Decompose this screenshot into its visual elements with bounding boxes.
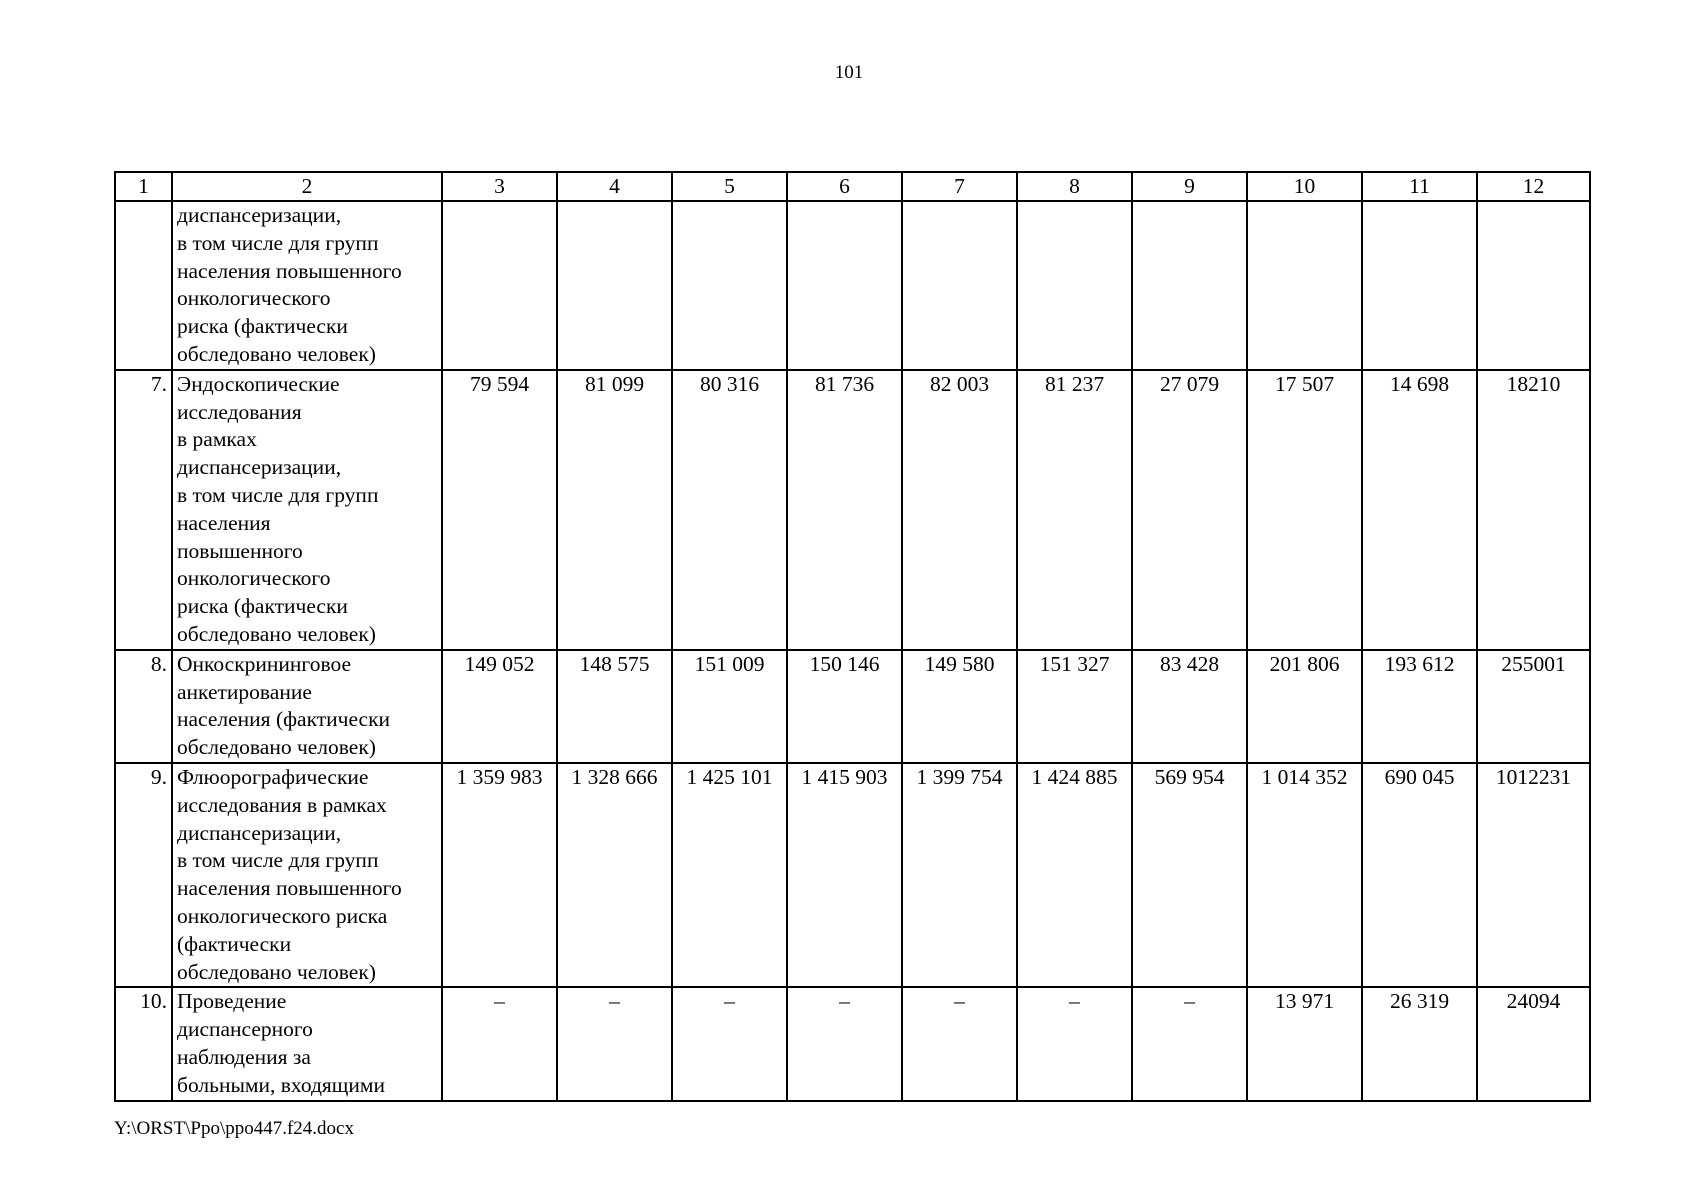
value-cell: – [1132,987,1247,1100]
column-header: 9 [1132,172,1247,201]
column-header: 6 [787,172,902,201]
value-cell: – [672,987,787,1100]
value-cell: 79 594 [442,370,557,650]
column-header: 4 [557,172,672,201]
description-line: населения повышенного [177,258,402,283]
column-header: 1 [115,172,172,201]
row-number: 9. [115,763,172,987]
description-line: риска (фактически [177,314,348,339]
value-cell: 1 328 666 [557,763,672,987]
value-cell: 1 425 101 [672,763,787,987]
value-cell: 201 806 [1247,650,1362,763]
description-line: (фактически [177,931,292,956]
value-cell: 14 698 [1362,370,1477,650]
data-table [114,171,1591,1102]
value-cell [442,201,557,370]
value-cell [1132,201,1247,370]
row-number: 7. [115,370,172,650]
column-header: 10 [1247,172,1362,201]
value-cell: 151 009 [672,650,787,763]
description-line: Эндоскопические [177,371,340,396]
value-cell: 148 575 [557,650,672,763]
table-row [115,987,1590,1100]
table-row [115,763,1590,987]
value-cell: – [902,987,1017,1100]
value-cell: 149 580 [902,650,1017,763]
description-line: в том числе для групп [177,230,379,255]
description-line: населения повышенного [177,876,402,901]
value-cell: 255001 [1477,650,1590,763]
description-line: населения [177,510,271,535]
description-line: обследовано человек) [177,735,376,760]
description-line: в том числе для групп [177,848,379,873]
description-line: диспансеризации, [177,203,342,227]
value-cell: 26 319 [1362,987,1477,1100]
value-cell: 149 052 [442,650,557,763]
column-header: 5 [672,172,787,201]
table-header-row [115,172,1590,201]
value-cell: 1 014 352 [1247,763,1362,987]
value-cell: 81 237 [1017,370,1132,650]
description-line: онкологического [177,286,331,311]
value-cell: 1 359 983 [442,763,557,987]
description-line: диспансерного [177,1017,313,1042]
value-cell: 13 971 [1247,987,1362,1100]
value-cell: 82 003 [902,370,1017,650]
column-header: 2 [172,172,442,201]
description-line: Флюорографические [177,764,369,789]
description-line: онкологического риска [177,903,388,928]
value-cell: – [1017,987,1132,1100]
description-line: исследования [177,399,302,424]
value-cell: 1012231 [1477,763,1590,987]
footer-file-path: Y:\ORST\Ppo\ppo447.f24.docx [114,1118,354,1139]
value-cell: 569 954 [1132,763,1247,987]
description-line: обследовано человек) [177,959,376,984]
description-line: исследования в рамках [177,792,387,817]
column-header: 12 [1477,172,1590,201]
row-description [172,201,442,370]
description-line: риска (фактически [177,594,348,619]
description-line: диспансеризации, [177,820,342,845]
value-cell: 150 146 [787,650,902,763]
value-cell: 1 424 885 [1017,763,1132,987]
description-line: Проведение [177,989,287,1014]
value-cell [787,201,902,370]
table-row [115,201,1590,370]
description-line: наблюдения за [177,1044,311,1069]
value-cell [1362,201,1477,370]
value-cell: – [557,987,672,1100]
description-line: онкологического [177,566,331,591]
value-cell: 83 428 [1132,650,1247,763]
table-row [115,650,1590,763]
column-header: 11 [1362,172,1477,201]
row-description [172,987,442,1100]
row-number: 10. [115,987,172,1100]
value-cell: 24094 [1477,987,1590,1100]
description-line: обследовано человек) [177,341,376,366]
value-cell: 80 316 [672,370,787,650]
value-cell: 18210 [1477,370,1590,650]
row-description [172,650,442,763]
value-cell: 193 612 [1362,650,1477,763]
value-cell [902,201,1017,370]
description-line: анкетирование [177,679,312,704]
description-line: диспансеризации, [177,455,342,480]
description-line: обследовано человек) [177,621,376,646]
value-cell: 1 399 754 [902,763,1017,987]
value-cell [1017,201,1132,370]
value-cell [1247,201,1362,370]
page-number: 101 [834,62,864,83]
description-line: в рамках [177,427,257,452]
value-cell: – [787,987,902,1100]
table-row [115,370,1590,650]
value-cell: 690 045 [1362,763,1477,987]
column-header: 8 [1017,172,1132,201]
row-number [115,201,172,370]
description-line: Онкоскрининговое [177,651,352,676]
value-cell: 17 507 [1247,370,1362,650]
value-cell: 151 327 [1017,650,1132,763]
description-line: больными, входящими [177,1072,385,1097]
row-description [172,763,442,987]
value-cell: – [442,987,557,1100]
column-header: 7 [902,172,1017,201]
description-line: повышенного [177,538,303,563]
column-header: 3 [442,172,557,201]
value-cell [557,201,672,370]
value-cell: 1 415 903 [787,763,902,987]
value-cell [672,201,787,370]
value-cell: 27 079 [1132,370,1247,650]
value-cell: 81 099 [557,370,672,650]
description-line: в том числе для групп [177,482,379,507]
row-number: 8. [115,650,172,763]
value-cell [1477,201,1590,370]
description-line: населения (фактически [177,707,391,732]
row-description [172,370,442,650]
value-cell: 81 736 [787,370,902,650]
